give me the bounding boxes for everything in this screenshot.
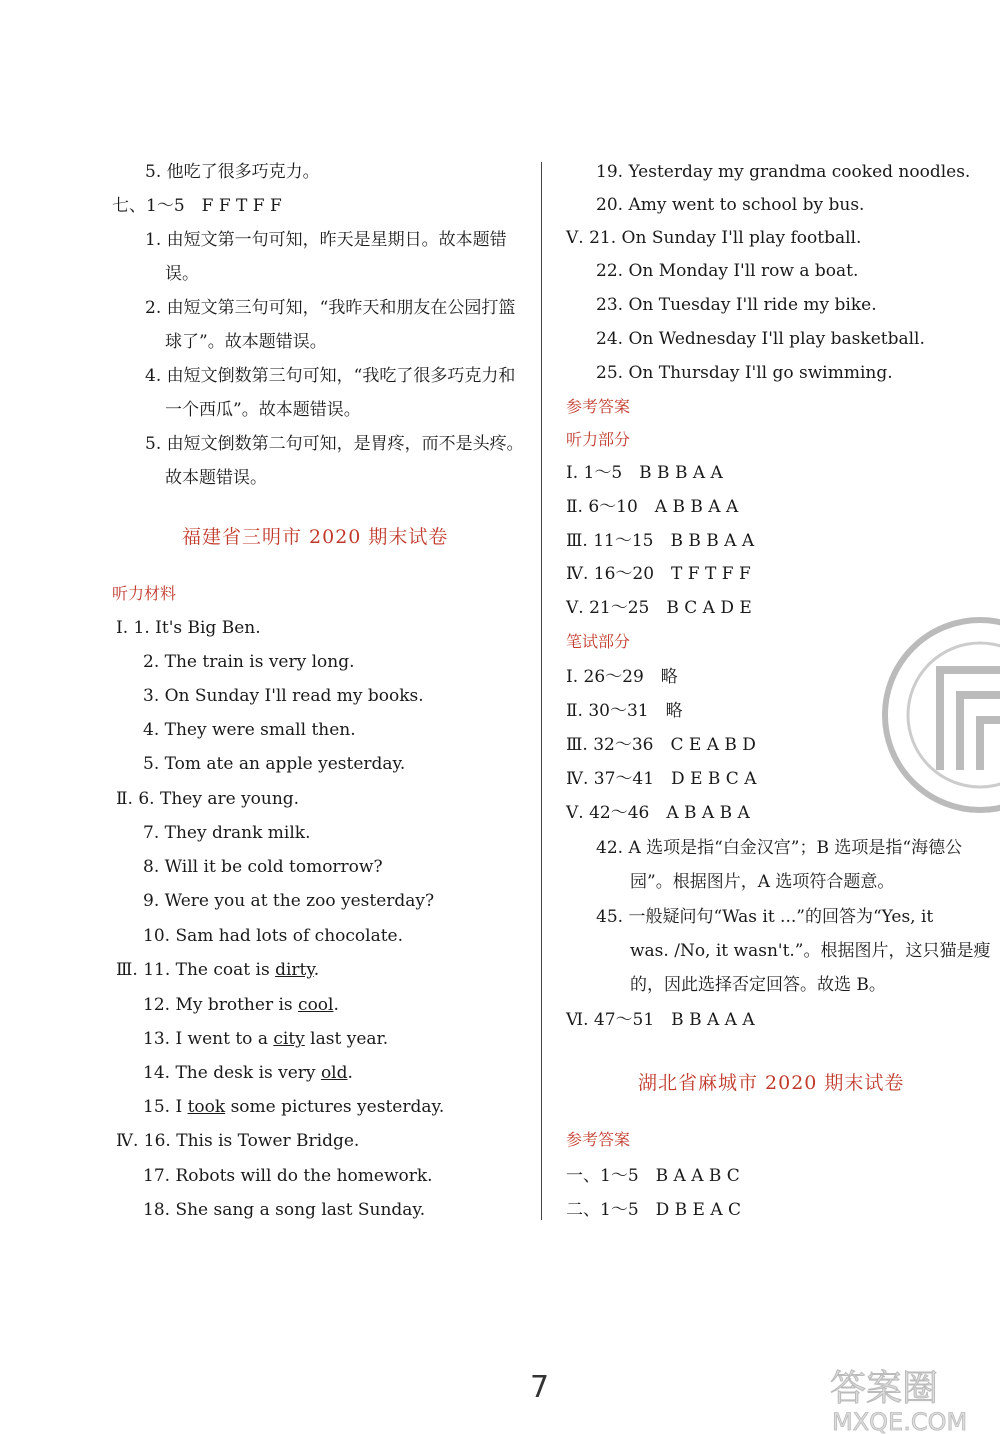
list-item: Ⅳ. 16. This is Tower Bridge. <box>116 1131 360 1151</box>
underlined-word: took <box>187 1097 226 1117</box>
list-item: 20. Amy went to school by bus. <box>596 195 865 215</box>
watermark-text: 答案圈 <box>830 1368 939 1409</box>
underlined-word: cool <box>298 995 334 1015</box>
text-line: 5. 由短文倒数第二句可知，是胃疼，而不是头疼。 <box>145 434 524 454</box>
answer-row: Ⅳ. 16～20 T F T F F <box>566 564 751 584</box>
section-heading: 听力部分 <box>566 430 631 449</box>
note-line: 的，因此选择否定回答。故选 B。 <box>630 975 886 995</box>
list-item: 25. On Thursday I'll go swimming. <box>596 363 893 383</box>
answer-row: Ⅰ. 1～5 B B B A A <box>566 463 723 483</box>
answer-row: Ⅱ. 30～31 略 <box>566 701 683 721</box>
list-item: 9. Were you at the zoo yesterday? <box>143 891 435 911</box>
list-item: 23. On Tuesday I'll ride my bike. <box>596 295 877 315</box>
underlined-word: old <box>320 1063 348 1083</box>
list-item: 8. Will it be cold tomorrow? <box>143 857 383 877</box>
text-line: 4. 由短文倒数第三句可知，“我吃了很多巧克力和 <box>145 366 516 386</box>
list-item: 5. Tom ate an apple yesterday. <box>143 754 406 774</box>
list-item: Ⅴ. 21. On Sunday I'll play football. <box>566 228 862 248</box>
list-item: 2. The train is very long. <box>143 652 355 672</box>
list-item: 3. On Sunday I'll read my books. <box>143 686 424 706</box>
answer-row: Ⅲ. 32～36 C E A B D <box>566 735 756 755</box>
text-line: 七、1～5 F F T F F <box>112 196 282 216</box>
exam-title: 福建省三明市 2020 期末试卷 <box>182 526 449 548</box>
list-item: 4. They were small then. <box>143 720 356 740</box>
list-item: 12. My brother is cool. <box>143 995 339 1015</box>
section-heading: 参考答案 <box>566 1130 631 1149</box>
list-item: 17. Robots will do the homework. <box>143 1166 433 1186</box>
answer-row: Ⅲ. 11～15 B B B A A <box>566 531 755 551</box>
note-line: was. /No, it wasn't.”。根据图片，这只猫是瘦 <box>630 941 991 961</box>
list-item: Ⅱ. 6. They are young. <box>116 789 300 809</box>
list-item: 13. I went to a city last year. <box>143 1029 389 1049</box>
list-item: Ⅲ. 11. The coat is dirty. <box>116 960 320 980</box>
watermark-url: MXQE.COM <box>832 1408 968 1434</box>
note-line: 园”。根据图片，A 选项符合题意。 <box>630 872 895 892</box>
section-heading: 听力材料 <box>112 584 177 603</box>
section-heading: 笔试部分 <box>566 632 631 651</box>
list-item: 19. Yesterday my grandma cooked noodles. <box>596 162 971 182</box>
text-line: 球了”。故本题错误。 <box>165 332 327 352</box>
underlined-word: city <box>273 1029 305 1049</box>
list-item: Ⅰ. 1. It's Big Ben. <box>116 618 261 638</box>
list-item: 24. On Wednesday I'll play basketball. <box>596 329 925 349</box>
watermark-logo <box>820 1360 1000 1434</box>
text-line: 故本题错误。 <box>165 468 267 488</box>
page-number: 7 <box>530 1370 550 1405</box>
list-item: 22. On Monday I'll row a boat. <box>596 261 859 281</box>
text-line: 2. 由短文第三句可知，“我昨天和朋友在公园打篮 <box>145 298 516 318</box>
list-item: 10. Sam had lots of chocolate. <box>143 926 404 946</box>
exam-title: 湖北省麻城市 2020 期末试卷 <box>638 1072 905 1094</box>
text-line: 5. 他吃了很多巧克力。 <box>145 162 320 182</box>
answer-row: 二、1～5 D B E A C <box>566 1200 742 1220</box>
answer-row: Ⅳ. 37～41 D E B C A <box>566 769 757 789</box>
note-line: 45. 一般疑问句“Was it ...”的回答为“Yes, it <box>596 907 934 927</box>
list-item: 18. She sang a song last Sunday. <box>143 1200 426 1220</box>
answer-row: Ⅴ. 21～25 B C A D E <box>566 598 752 618</box>
column-divider <box>541 162 542 1220</box>
list-item: 7. They drank milk. <box>143 823 311 843</box>
underlined-word: dirty <box>275 960 314 980</box>
list-item: 14. The desk is very old. <box>143 1063 353 1083</box>
answer-row: Ⅱ. 6～10 A B B A A <box>566 497 739 517</box>
answer-row: Ⅵ. 47～51 B B A A A <box>566 1010 755 1030</box>
text-line: 1. 由短文第一句可知，昨天是星期日。故本题错 <box>145 230 507 250</box>
text-line: 一个西瓜”。故本题错误。 <box>165 400 361 420</box>
text-line: 误。 <box>165 264 199 284</box>
answer-row: Ⅴ. 42～46 A B A B A <box>566 803 750 823</box>
list-item: 15. I took some pictures yesterday. <box>143 1097 445 1117</box>
answer-row: Ⅰ. 26～29 略 <box>566 667 678 687</box>
note-line: 42. A 选项是指“白金汉宫”；B 选项是指“海德公 <box>596 838 963 858</box>
answer-row: 一、1～5 B A A B C <box>566 1166 740 1186</box>
section-heading: 参考答案 <box>566 397 631 416</box>
stamp-seal <box>880 600 1000 830</box>
